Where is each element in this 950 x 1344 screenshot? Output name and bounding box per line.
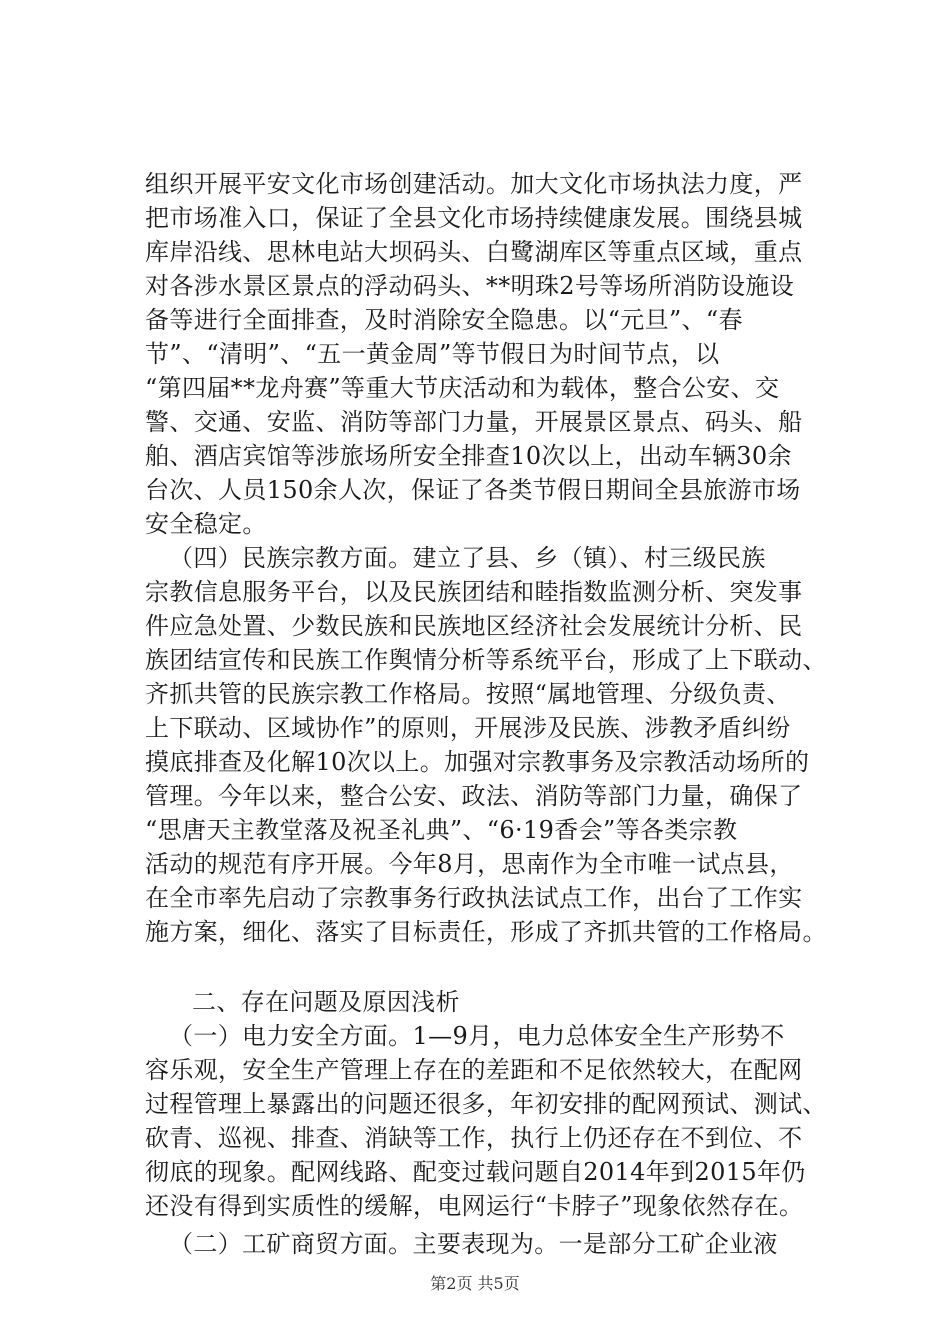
body-line: 上下联动、区域协作”的原则，开展涉及民族、涉教矛盾纠纷 (145, 714, 791, 742)
body-line: 台次、人员150余人次，保证了各类节假日期间全县旅游市场 (145, 476, 801, 504)
body-line: 族团结宣传和民族工作舆情分析等系统平台，形成了上下联动、 (145, 646, 827, 674)
body-line: 彻底的现象。配网线路、配变过载问题自2014年到2015年仍 (145, 1158, 806, 1186)
body-line: 备等进行全面排查，及时消除安全隐患。以“元旦”、“春 (145, 306, 743, 334)
body-line: 齐抓共管的民族宗教工作格局。按照“属地管理、分级负责、 (145, 680, 791, 708)
body-line: “思唐天主教堂落及祝圣礼典”、“6·19香会”等各类宗教 (145, 816, 738, 844)
body-line: 活动的规范有序开展。今年8月，思南作为全市唯一试点县， (145, 850, 794, 878)
body-line: 容乐观，安全生产管理上存在的差距和不足依然较大，在配网 (145, 1056, 803, 1084)
body-line: 摸底排查及化解10次以上。加强对宗教事务及宗教活动场所的 (145, 748, 810, 776)
body-line: 还没有得到实质性的缓解，电网运行“卡脖子”现象依然存在。 (145, 1192, 804, 1220)
body-line: 节”、“清明”、“五一黄金周”等节假日为时间节点，以 (145, 340, 720, 368)
paragraph-first-line: （四）民族宗教方面。建立了县、乡（镇）、村三级民族 (169, 544, 766, 572)
body-line: 把市场准入口，保证了全县文化市场持续健康发展。围绕县城 (145, 204, 803, 232)
body-line: 施方案，细化、落实了目标责任，形成了齐抓共管的工作格局。 (145, 918, 827, 946)
body-line: 在全市率先启动了宗教事务行政执法试点工作，出台了工作实 (145, 884, 803, 912)
body-line: 件应急处置、少数民族和民族地区经济社会发展统计分析、民 (145, 612, 803, 640)
page-footer: 第2页 共5页 (430, 1274, 520, 1293)
body-line: 砍青、巡视、排查、消缺等工作，执行上仍还存在不到位、不 (145, 1124, 803, 1152)
body-line: 安全稳定。 (145, 510, 267, 538)
body-line: 舶、酒店宾馆等涉旅场所安全排查10次以上，出动车辆30余 (145, 442, 792, 470)
body-line: 库岸沿线、思林电站大坝码头、白鹭湖库区等重点区域，重点 (145, 238, 803, 266)
section-heading: 二、存在问题及原因浅析 (192, 988, 460, 1016)
body-line: 过程管理上暴露出的问题还很多，年初安排的配网预试、测试、 (145, 1090, 827, 1118)
paragraph-first-line: （一）电力安全方面。1—9月，电力总体安全生产形势不 (169, 1022, 785, 1050)
body-line: 管理。今年以来，整合公安、政法、消防等部门力量，确保了 (145, 782, 803, 810)
body-line: 宗教信息服务平台，以及民族团结和睦指数监测分析、突发事 (145, 578, 803, 606)
body-line: 对各涉水景区景点的浮动码头、**明珠2号等场所消防设施设 (145, 272, 795, 300)
body-line: 组织开展平安文化市场创建活动。加大文化市场执法力度，严 (145, 170, 803, 198)
paragraph-first-line: （二）工矿商贸方面。主要表现为。一是部分工矿企业液 (169, 1230, 778, 1258)
body-line: 警、交通、安监、消防等部门力量，开展景区景点、码头、船 (145, 408, 803, 436)
body-line: “第四届**龙舟赛”等重大节庆活动和为载体，整合公安、交 (145, 374, 780, 402)
